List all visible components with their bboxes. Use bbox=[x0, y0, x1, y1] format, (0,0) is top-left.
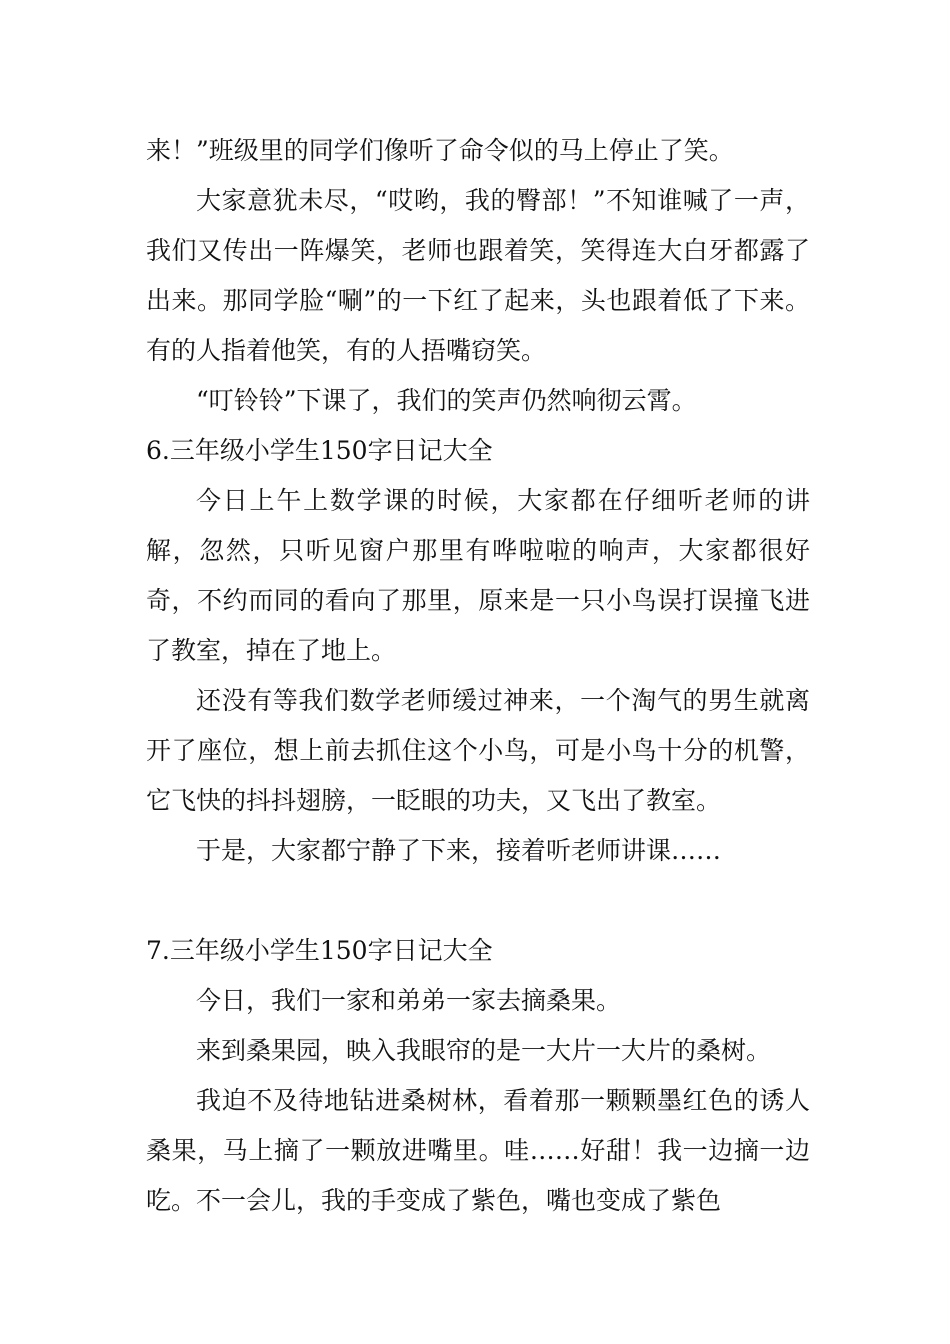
section-heading-7: 7.三年级小学生150字日记大全 bbox=[146, 936, 493, 965]
paragraph: 今日上午上数学课的时候，大家都在仔细听老师的讲解，忽然，只听见窗户那里有哗啦啦的响声，大家都很好奇，不约而同的看向了那里，原来是一只小鸟误打误撞飞进了教室，掉在了地上。 bbox=[146, 486, 810, 665]
paragraph: 来到桑果园，映入我眼帘的是一大片一大片的桑树。 bbox=[196, 1036, 772, 1065]
section-heading-6: 6.三年级小学生150字日记大全 bbox=[146, 436, 493, 465]
paragraph: 今日，我们一家和弟弟一家去摘桑果。 bbox=[196, 986, 622, 1015]
paragraph-continuation: 来！”班级里的同学们像听了命令似的马上停止了笑。 bbox=[146, 136, 734, 165]
paragraph: 还没有等我们数学老师缓过神来，一个淘气的男生就离开了座位，想上前去抓住这个小鸟，可是小鸟十分的机警，它飞快的抖抖翅膀，一眨眼的功夫，又飞出了教室。 bbox=[146, 686, 810, 815]
paragraph: “叮铃铃”下课了，我们的笑声仍然响彻云霄。 bbox=[196, 386, 697, 415]
paragraph: 大家意犹未尽，“哎哟，我的臀部！”不知谁喊了一声，我们又传出一阵爆笑，老师也跟着笑，笑得连大白牙都露了出来。那同学脸“唰”的一下红了起来，头也跟着低了下来。有的人指着他笑，有的人捂嘴窃笑。 bbox=[146, 186, 810, 365]
blank-line bbox=[146, 876, 810, 926]
document-body bbox=[146, 126, 810, 1226]
paragraph: 我迫不及待地钻进桑树林，看着那一颗颗墨红色的诱人桑果，马上摘了一颗放进嘴里。哇……好甜！我一边摘一边吃。不一会儿，我的手变成了紫色，嘴也变成了紫色 bbox=[146, 1086, 810, 1215]
paragraph: 于是，大家都宁静了下来，接着听老师讲课…… bbox=[196, 836, 722, 865]
